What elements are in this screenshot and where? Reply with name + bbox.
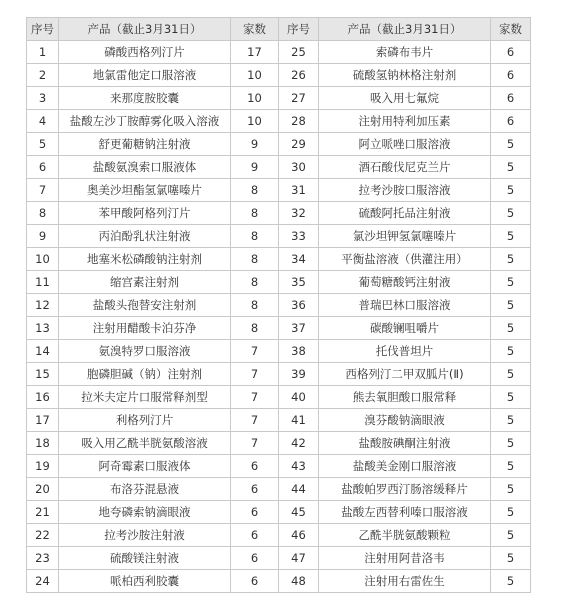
seq-left-cell: 19 (27, 455, 59, 478)
seq-right-cell: 29 (279, 133, 319, 156)
seq-right-cell: 33 (279, 225, 319, 248)
seq-left-cell: 8 (27, 202, 59, 225)
count-right-cell: 5 (491, 248, 531, 271)
product-right-cell: 西格列汀二甲双胍片(Ⅱ) (319, 363, 491, 386)
count-right-cell: 5 (491, 317, 531, 340)
product-left-cell: 哌柏西利胶囊 (59, 570, 231, 593)
header-count-left: 家数 (231, 18, 279, 41)
product-left-cell: 苯甲酸阿格列汀片 (59, 202, 231, 225)
count-left-cell: 9 (231, 133, 279, 156)
seq-left-cell: 14 (27, 340, 59, 363)
count-left-cell: 6 (231, 478, 279, 501)
product-left-cell: 吸入用乙酰半胱氨酸溶液 (59, 432, 231, 455)
count-left-cell: 8 (231, 248, 279, 271)
count-left-cell: 9 (231, 156, 279, 179)
seq-left-cell: 2 (27, 64, 59, 87)
count-left-cell: 7 (231, 386, 279, 409)
table-row (27, 271, 531, 294)
count-right-cell: 6 (491, 41, 531, 64)
product-left-cell: 盐酸氨溴索口服液体 (59, 156, 231, 179)
product-right-cell: 硫酸氢钠林格注射剂 (319, 64, 491, 87)
table-row (27, 87, 531, 110)
table-row (27, 363, 531, 386)
product-left-cell: 舒更葡糖钠注射液 (59, 133, 231, 156)
seq-right-cell: 39 (279, 363, 319, 386)
drug-count-table-container (26, 17, 531, 593)
product-right-cell: 盐酸胺碘酮注射液 (319, 432, 491, 455)
product-right-cell: 注射用特利加压素 (319, 110, 491, 133)
seq-right-cell: 25 (279, 41, 319, 64)
count-right-cell: 5 (491, 478, 531, 501)
seq-right-cell: 42 (279, 432, 319, 455)
product-right-cell: 氯沙坦钾氢氯噻嗪片 (319, 225, 491, 248)
seq-right-cell: 26 (279, 64, 319, 87)
seq-right-cell: 45 (279, 501, 319, 524)
product-left-cell: 地夸磷索钠滴眼液 (59, 501, 231, 524)
count-right-cell: 5 (491, 455, 531, 478)
product-right-cell: 平衡盐溶液（供灌注用） (319, 248, 491, 271)
product-right-cell: 吸入用七氟烷 (319, 87, 491, 110)
seq-left-cell: 18 (27, 432, 59, 455)
seq-right-cell: 47 (279, 547, 319, 570)
seq-left-cell: 9 (27, 225, 59, 248)
seq-right-cell: 48 (279, 570, 319, 593)
count-right-cell: 5 (491, 156, 531, 179)
product-left-cell: 盐酸左沙丁胺醇雾化吸入溶液 (59, 110, 231, 133)
table-row (27, 432, 531, 455)
product-left-cell: 拉米夫定片口服常释剂型 (59, 386, 231, 409)
seq-left-cell: 11 (27, 271, 59, 294)
product-right-cell: 阿立哌唑口服溶液 (319, 133, 491, 156)
seq-left-cell: 10 (27, 248, 59, 271)
product-left-cell: 盐酸头孢替安注射剂 (59, 294, 231, 317)
seq-right-cell: 40 (279, 386, 319, 409)
table-row (27, 156, 531, 179)
seq-right-cell: 38 (279, 340, 319, 363)
product-right-cell: 熊去氧胆酸口服常释 (319, 386, 491, 409)
count-right-cell: 5 (491, 501, 531, 524)
product-right-cell: 盐酸左西替利嗪口服溶液 (319, 501, 491, 524)
product-left-cell: 磷酸西格列汀片 (59, 41, 231, 64)
seq-right-cell: 36 (279, 294, 319, 317)
seq-left-cell: 24 (27, 570, 59, 593)
seq-right-cell: 35 (279, 271, 319, 294)
table-row (27, 386, 531, 409)
count-right-cell: 6 (491, 64, 531, 87)
header-product-left: 产品（截止3月31日） (59, 18, 231, 41)
table-header (27, 18, 531, 41)
count-left-cell: 8 (231, 271, 279, 294)
count-right-cell: 5 (491, 524, 531, 547)
count-left-cell: 8 (231, 317, 279, 340)
seq-right-cell: 37 (279, 317, 319, 340)
seq-left-cell: 3 (27, 87, 59, 110)
count-right-cell: 5 (491, 133, 531, 156)
count-right-cell: 5 (491, 340, 531, 363)
table-row (27, 478, 531, 501)
count-right-cell: 5 (491, 432, 531, 455)
count-left-cell: 8 (231, 179, 279, 202)
product-left-cell: 奥美沙坦酯氢氯噻嗪片 (59, 179, 231, 202)
seq-left-cell: 13 (27, 317, 59, 340)
product-right-cell: 普瑞巴林口服溶液 (319, 294, 491, 317)
seq-right-cell: 43 (279, 455, 319, 478)
product-right-cell: 盐酸帕罗西汀肠溶缓释片 (319, 478, 491, 501)
count-left-cell: 6 (231, 547, 279, 570)
count-left-cell: 7 (231, 432, 279, 455)
table-row (27, 317, 531, 340)
header-count-right: 家数 (491, 18, 531, 41)
product-right-cell: 托伐普坦片 (319, 340, 491, 363)
seq-left-cell: 4 (27, 110, 59, 133)
seq-right-cell: 31 (279, 179, 319, 202)
count-right-cell: 5 (491, 409, 531, 432)
count-right-cell: 5 (491, 363, 531, 386)
seq-right-cell: 44 (279, 478, 319, 501)
count-right-cell: 5 (491, 294, 531, 317)
product-left-cell: 注射用醋酸卡泊芬净 (59, 317, 231, 340)
count-left-cell: 10 (231, 64, 279, 87)
header-seq-left: 序号 (27, 18, 59, 41)
seq-right-cell: 28 (279, 110, 319, 133)
product-right-cell: 注射用右雷佐生 (319, 570, 491, 593)
table-row (27, 294, 531, 317)
product-left-cell: 胞磷胆碱（钠）注射剂 (59, 363, 231, 386)
count-left-cell: 6 (231, 501, 279, 524)
seq-left-cell: 23 (27, 547, 59, 570)
header-product-right: 产品（截止3月31日） (319, 18, 491, 41)
count-right-cell: 5 (491, 271, 531, 294)
count-right-cell: 5 (491, 225, 531, 248)
product-right-cell: 乙酰半胱氨酸颗粒 (319, 524, 491, 547)
table-row (27, 409, 531, 432)
table-row (27, 225, 531, 248)
product-left-cell: 利格列汀片 (59, 409, 231, 432)
product-left-cell: 地氯雷他定口服溶液 (59, 64, 231, 87)
product-right-cell: 拉考沙胺口服溶液 (319, 179, 491, 202)
product-right-cell: 溴芬酸钠滴眼液 (319, 409, 491, 432)
count-left-cell: 7 (231, 363, 279, 386)
table-row (27, 547, 531, 570)
header-seq-right: 序号 (279, 18, 319, 41)
table-row (27, 202, 531, 225)
seq-left-cell: 21 (27, 501, 59, 524)
table-row (27, 64, 531, 87)
seq-left-cell: 12 (27, 294, 59, 317)
seq-right-cell: 30 (279, 156, 319, 179)
seq-left-cell: 16 (27, 386, 59, 409)
product-left-cell: 拉考沙胺注射液 (59, 524, 231, 547)
product-left-cell: 丙泊酚乳状注射液 (59, 225, 231, 248)
product-right-cell: 注射用阿昔洛韦 (319, 547, 491, 570)
count-right-cell: 5 (491, 570, 531, 593)
count-left-cell: 8 (231, 202, 279, 225)
count-right-cell: 5 (491, 179, 531, 202)
count-left-cell: 10 (231, 110, 279, 133)
seq-left-cell: 17 (27, 409, 59, 432)
product-right-cell: 索磷布韦片 (319, 41, 491, 64)
table-row (27, 110, 531, 133)
product-left-cell: 缩宫素注射剂 (59, 271, 231, 294)
seq-left-cell: 1 (27, 41, 59, 64)
table-row (27, 179, 531, 202)
count-left-cell: 17 (231, 41, 279, 64)
seq-left-cell: 20 (27, 478, 59, 501)
count-left-cell: 7 (231, 409, 279, 432)
count-left-cell: 8 (231, 294, 279, 317)
count-left-cell: 10 (231, 87, 279, 110)
seq-left-cell: 15 (27, 363, 59, 386)
count-left-cell: 8 (231, 225, 279, 248)
product-left-cell: 地塞米松磷酸钠注射剂 (59, 248, 231, 271)
seq-right-cell: 32 (279, 202, 319, 225)
count-right-cell: 5 (491, 202, 531, 225)
seq-right-cell: 27 (279, 87, 319, 110)
seq-right-cell: 46 (279, 524, 319, 547)
drug-count-table (26, 17, 531, 593)
table-row (27, 133, 531, 156)
seq-right-cell: 41 (279, 409, 319, 432)
seq-left-cell: 5 (27, 133, 59, 156)
table-row (27, 41, 531, 64)
product-right-cell: 碳酸镧咀嚼片 (319, 317, 491, 340)
product-right-cell: 葡萄糖酸钙注射液 (319, 271, 491, 294)
count-left-cell: 6 (231, 570, 279, 593)
count-left-cell: 6 (231, 455, 279, 478)
table-row (27, 570, 531, 593)
count-right-cell: 5 (491, 547, 531, 570)
seq-left-cell: 7 (27, 179, 59, 202)
product-left-cell: 硫酸镁注射液 (59, 547, 231, 570)
count-right-cell: 6 (491, 87, 531, 110)
product-right-cell: 酒石酸伐尼克兰片 (319, 156, 491, 179)
count-right-cell: 5 (491, 386, 531, 409)
seq-left-cell: 6 (27, 156, 59, 179)
product-right-cell: 盐酸美金刚口服溶液 (319, 455, 491, 478)
table-row (27, 524, 531, 547)
table-row (27, 248, 531, 271)
table-body (27, 41, 531, 593)
product-left-cell: 来那度胺胶囊 (59, 87, 231, 110)
count-left-cell: 6 (231, 524, 279, 547)
count-left-cell: 7 (231, 340, 279, 363)
product-left-cell: 阿奇霉素口服液体 (59, 455, 231, 478)
seq-left-cell: 22 (27, 524, 59, 547)
header-row (27, 18, 531, 41)
table-row (27, 340, 531, 363)
seq-right-cell: 34 (279, 248, 319, 271)
table-row (27, 455, 531, 478)
product-right-cell: 硫酸阿托品注射液 (319, 202, 491, 225)
product-left-cell: 氨溴特罗口服溶液 (59, 340, 231, 363)
table-row (27, 501, 531, 524)
count-right-cell: 6 (491, 110, 531, 133)
product-left-cell: 布洛芬混悬液 (59, 478, 231, 501)
